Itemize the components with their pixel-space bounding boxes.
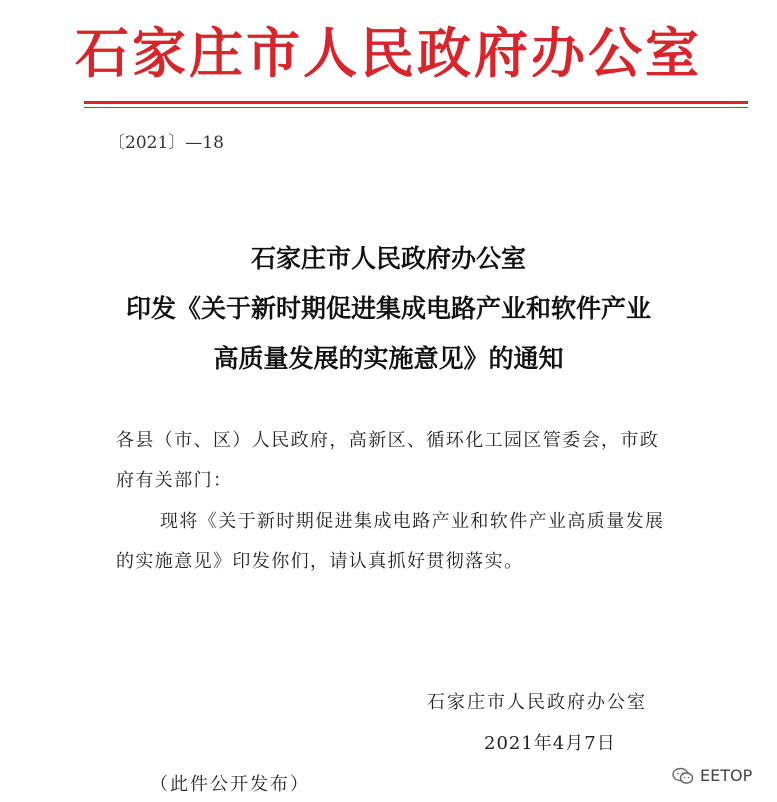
letterhead-title: 石家庄市人民政府办公室 bbox=[75, 21, 702, 85]
paragraph-line-2: 的实施意见》印发你们，请认真抓好贯彻落实。 bbox=[116, 551, 524, 572]
watermark-text: EETOP bbox=[700, 766, 753, 785]
title-line-2: 印发《关于新时期促进集成电路产业和软件产业 bbox=[125, 294, 651, 323]
recipients-line-2: 府有关部门： bbox=[116, 470, 233, 491]
title-line-3: 高质量发展的实施意见》的通知 bbox=[213, 344, 564, 373]
paragraph-line-1: 现将《关于新时期促进集成电路产业和软件产业高质量发展 bbox=[160, 511, 665, 532]
letterhead-rule-thick bbox=[84, 101, 748, 104]
document-title bbox=[0, 234, 777, 384]
title-line-1: 石家庄市人民政府办公室 bbox=[250, 244, 526, 273]
public-release-note: （此件公开发布） bbox=[150, 774, 310, 795]
recipients-line-1: 各县（市、区）人民政府，高新区、循环化工园区管委会，市政 bbox=[116, 430, 660, 451]
source-watermark bbox=[672, 766, 752, 785]
document-number: 〔2021〕—18 bbox=[108, 133, 224, 153]
issue-date: 2021年4月7日 bbox=[484, 733, 616, 754]
wechat-icon bbox=[672, 767, 694, 785]
issuer-signature: 石家庄市人民政府办公室 bbox=[427, 692, 647, 713]
letterhead-rule-thin bbox=[84, 107, 748, 108]
